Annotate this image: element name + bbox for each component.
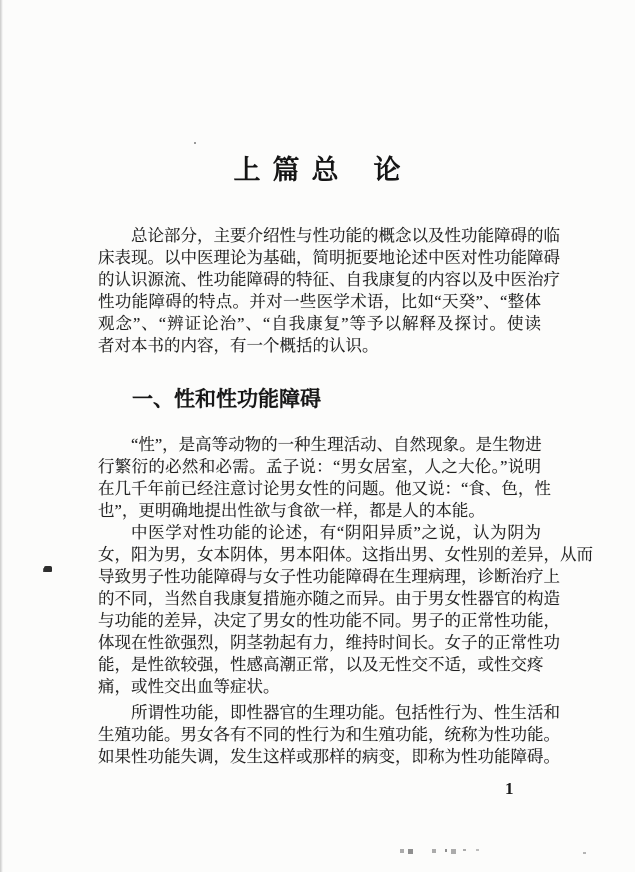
text-block <box>98 225 593 768</box>
chapter-title <box>0 0 635 186</box>
text-line: 女，阳为男，女本阴体，男本阳体。这指出男、女性别的差异，从而 <box>98 545 593 564</box>
text-line: 与功能的差异，决定了男女的性功能不同。男子的正常性功能， <box>98 611 560 630</box>
scan-edge-shadow <box>0 0 3 872</box>
text-line: 体现在性欲强烈，阴茎勃起有力，维持时间长。女子的正常性功 <box>98 633 560 652</box>
chapter-title-char: 上 <box>233 155 262 185</box>
text-line: 痛，或性交出血等症状。 <box>98 677 280 696</box>
text-line: “性”，是高等动物的一种生理活动、自然现象。是生物进 <box>131 435 542 454</box>
chapter-title-char: 论 <box>373 155 402 185</box>
text-line: 行繁衍的必然和必需。孟子说：“男女居室，人之大伦。”说明 <box>98 457 541 476</box>
text-line: 观念”、“辨证论治”、“自我康复”等予以解释及探讨。使读 <box>98 314 541 333</box>
dust-speck-artifact <box>408 849 413 854</box>
text-line: 的认识源流、性功能障碍的特征、自我康复的内容以及中医治疗 <box>98 270 560 289</box>
text-line: 如果性功能失调，发生这样或那样的病变，即称为性功能障碍。 <box>98 747 560 766</box>
dust-speck-artifact <box>432 849 436 853</box>
text-line: 的不同，当然自我康复措施亦随之而异。由于男女性器官的构造 <box>98 589 560 608</box>
body-paragraph <box>98 434 551 522</box>
text-line: 能，是性欲较强，性感高潮正常，以及无性交不适，或性交疼 <box>98 655 544 674</box>
body-paragraph <box>98 702 560 768</box>
body-paragraph <box>98 522 593 698</box>
dust-speck-artifact <box>400 849 404 853</box>
dust-speck-artifact <box>445 849 447 852</box>
text-line: 所谓性功能，即性器官的生理功能。包括性行为、性生活和 <box>131 703 560 722</box>
chapter-title-char: 总 <box>311 155 340 185</box>
dust-speck-artifact <box>476 849 479 851</box>
intro-paragraph <box>98 225 560 357</box>
dust-speck-artifact <box>463 849 466 851</box>
text-line: 导致男子性功能障碍与女子性功能障碍在生理病理，诊断治疗上 <box>98 567 560 586</box>
chapter-title-char: 篇 <box>272 155 301 185</box>
ink-blot-artifact <box>44 566 52 572</box>
section-heading: 一、性和性功能障碍 <box>132 387 321 411</box>
text-line: 在几千年前已经注意讨论男女性的问题。他又说：“食、色，性 <box>98 479 551 498</box>
text-line: 总论部分，主要介绍性与性功能的概念以及性功能障碍的临 <box>131 226 560 245</box>
text-line: 中医学对性功能的论述，有“阴阳异质”之说，认为阴为 <box>131 523 541 542</box>
page-number: 1 <box>505 779 514 798</box>
dust-speck-artifact <box>451 849 456 854</box>
dust-speck-artifact <box>194 142 196 144</box>
text-line: 生殖功能。男女各有不同的性行为和生殖功能，统称为性功能。 <box>98 725 560 744</box>
text-line: 性功能障碍的特点。并对一些医学术语，比如“天癸”、“整体 <box>98 292 541 311</box>
text-line: 也”，更明确地提出性欲与食欲一样，都是人的本能。 <box>98 501 485 520</box>
text-line: 床表现。以中医理论为基础，简明扼要地论述中医对性功能障碍 <box>98 248 560 267</box>
dust-speck-artifact <box>583 852 586 854</box>
text-line: 者对本书的内容，有一个概括的认识。 <box>98 336 379 355</box>
